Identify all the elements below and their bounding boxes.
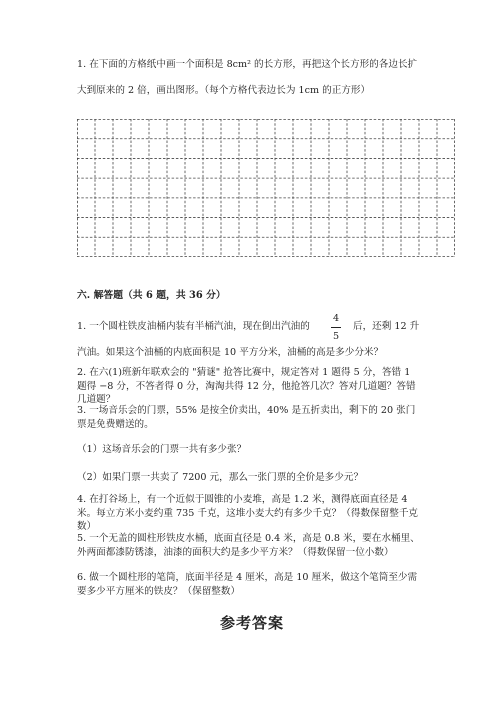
problem-1-text	[77, 320, 310, 333]
fraction-bar	[331, 327, 341, 328]
problem-1-before-fraction: 1. 一个圆柱铁皮油桶内装有半桶汽油，现在倒出汽油的	[77, 321, 310, 332]
problem-4-text: 4. 在打谷场上，有一个近似于圆锥的小麦堆，高是 1.2 米，测得底面直径是 4 米。每立方米小麦约重 735 千克，这堆小麦大约有多少千克？（得数保留整千克数）	[77, 494, 419, 532]
problem-5-text: 5. 一个无盖的圆柱形铁皮水桶，底面直径是 0.4 米，高是 0.8 米，要在水桶里、外两面都漆防锈漆，油漆的面积大约是多少平方米？（得数保留一位小数）	[77, 533, 420, 558]
section-6-heading: 六. 解答题（共 6 题，共 36 分）	[77, 290, 226, 301]
problem-3-text: 3. 一场音乐会的门票，55% 是按全价卖出，40% 是五折卖出，剩下的 20 张门票是免费赠送的。	[77, 405, 416, 430]
fraction	[330, 313, 342, 342]
question-1-line-2: 大到原来的 2 倍，画出图形。（每个方格代表边长为 1cm 的正方形）	[77, 85, 371, 96]
answer-title: 参考答案	[220, 614, 285, 632]
problem-6-text: 6. 做一个圆柱形的笔筒，底面半径是 4 厘米，高是 10 厘米，做这个笔筒至少需要多少平方厘米的铁皮？（保留整数）	[77, 572, 418, 597]
problem-3-sub-1: （1）这场音乐会的门票一共有多少张？	[77, 444, 247, 455]
problem-2-text: 2. 在六(1)班新年联欢会的 "猜谜" 抢答比赛中，规定答对 1 题得 5 分，答错 1 题得 −8 分，不答者得 0 分，淘淘共得 12 分，他抢答几次？答对几道题？答错几道题？	[77, 367, 416, 405]
question-1-line-1: 1. 在下面的方格纸中画一个面积是 8cm² 的长方形，再把这个长方形的各边长扩	[77, 59, 418, 70]
problem-3-sub-2: （2）如果门票一共卖了 7200 元，那么一张门票的全价是多少元？	[77, 472, 364, 483]
problem-1-after-fraction: 后，还剩 12 升	[353, 321, 420, 332]
fraction-numerator: 4	[332, 313, 340, 324]
fraction-denominator: 5	[332, 331, 340, 342]
square-grid	[77, 119, 455, 257]
problem-1-line-2: 汽油。如果这个油桶的内底面积是 10 平方分米，油桶的高是多少分米？	[77, 347, 384, 358]
